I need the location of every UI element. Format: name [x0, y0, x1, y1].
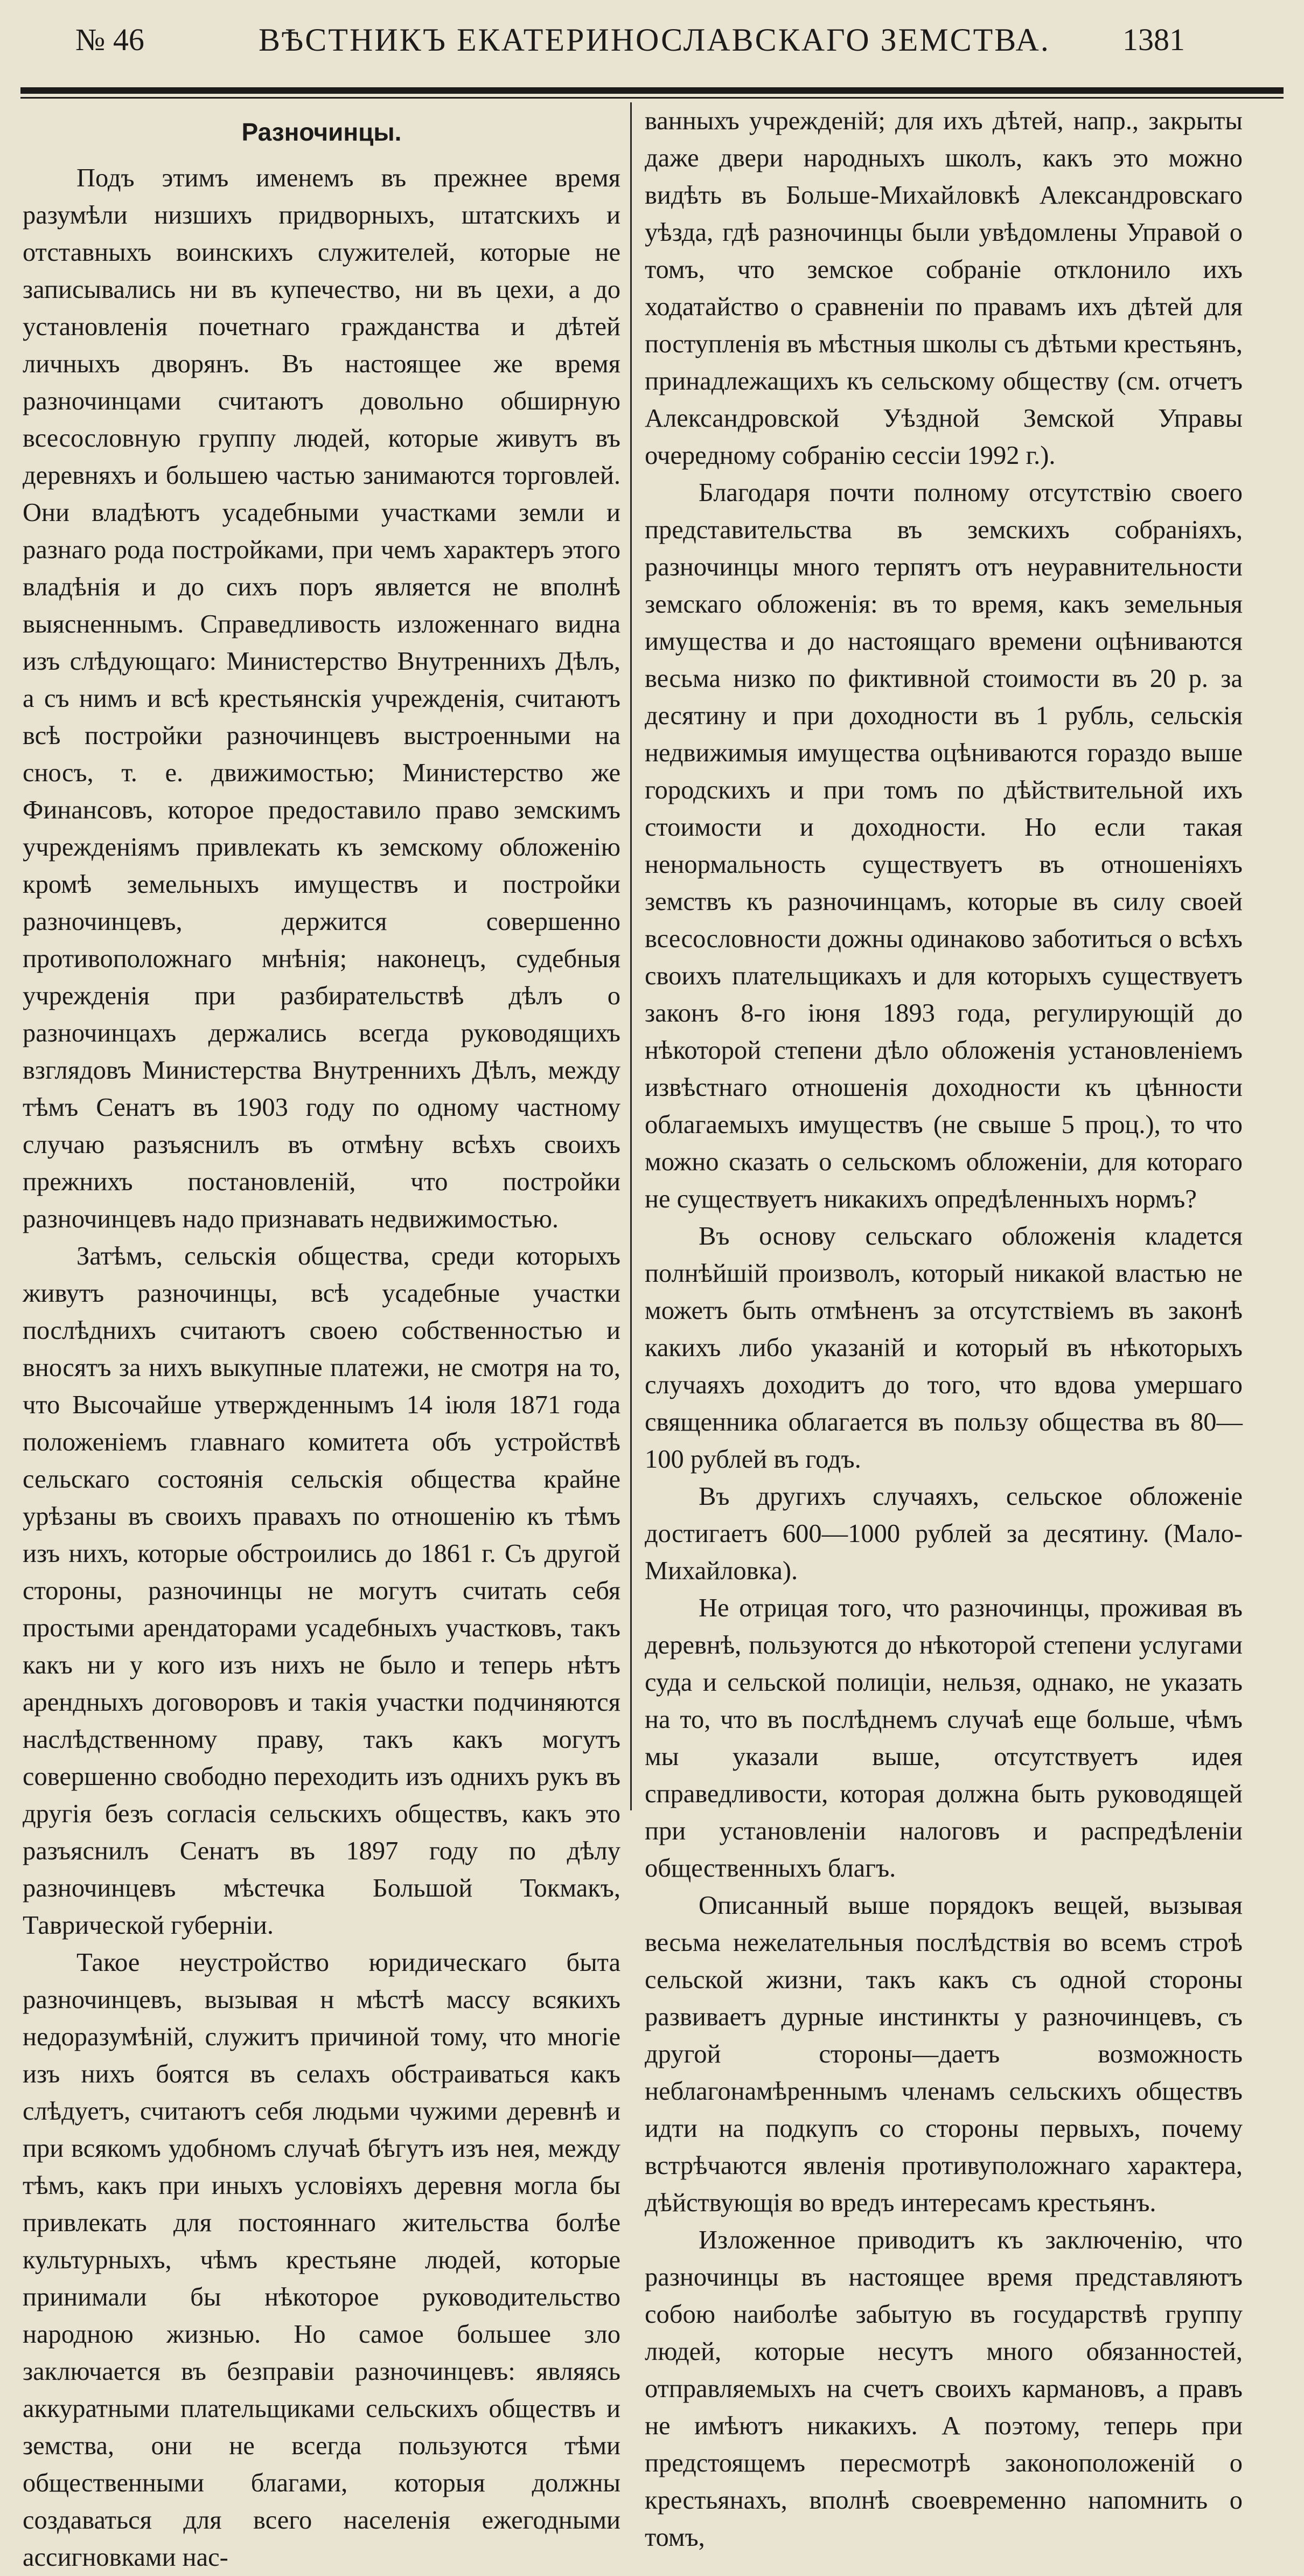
page-number: 1381 [1122, 22, 1185, 57]
header-rule-thick [20, 87, 1284, 94]
paragraph: Подъ этимъ именемъ въ прежнее время разумѣли низшихъ придворныхъ, штатскихъ и отставныхъ воинскихъ служителей, которые не записывались ни въ купечество, ни въ цехи, а до установленія почетнаго гражданства и дѣтей личныхъ дворянъ. Въ настоящее же время разночинцами считаютъ довольно обширную всесословную группу людей, которые живутъ въ деревняхъ и большею частью занимаются торговлей. Они владѣютъ усадебными участками земли и разнаго рода постройками, при чемъ характеръ этого владѣнія и до сихъ поръ является не вполнѣ выясненнымъ. Справедливость изложеннаго видна изъ слѣдующаго: Министерство Внутреннихъ Дѣлъ, а съ нимъ и всѣ крестьянскія учрежденія, считаютъ всѣ постройки разночинцевъ выстроенными на сносъ, т. е. движимостью; Министерство же Финансовъ, которое предоставило право земскимъ учрежденіямъ привлекать къ земскому обложенію кромѣ земельныхъ имуществъ и постройки разночинцевъ, держится совершенно противоположнаго мнѣнія; наконецъ, судебныя учрежденія при разбирательствѣ дѣлъ о разночинцахъ держались всегда руководящихъ взглядовъ Министерства Внутреннихъ Дѣлъ, между тѣмъ Сенатъ въ 1903 году по одному частному случаю разъяснилъ въ отмѣну всѣхъ своихъ прежнихъ постановленій, что постройки разночинцевъ надо признавать недвижимостью. [23, 164, 620, 1233]
issue-number: № 46 [75, 22, 144, 57]
right-column [645, 102, 1243, 2552]
journal-title: ВѢСТНИКЪ ЕКАТЕРИНОСЛАВСКАГО ЗЕМСТВА. [259, 22, 1050, 58]
column-divider [630, 102, 632, 1810]
paragraph: Такое неустройство юридическаго быта разночинцевъ, вызывая н мѣстѣ массу всякихъ недоразумѣній, служитъ причиной тому, что многіе изъ нихъ боятся въ селахъ обстраиваться какъ слѣдуетъ, считаютъ себя людьми чужими деревнѣ и при всякомъ удобномъ случаѣ бѣгутъ изъ нея, между тѣмъ, какъ при иныхъ условіяхъ деревня могла бы привлекать для постояннаго жительства болѣе культурныхъ, чѣмъ крестьяне людей, которые принимали бы нѣкоторое руководительство народною жизнью. Но самое большее зло заключается въ безправіи разночинцевъ: являясь аккуратными плательщиками сельскихъ обществъ и земства, они не всегда пользуются тѣми общественными благами, которыя должны создаваться для всего населенія ежегодными ассигновками нас- [23, 1948, 620, 2572]
paragraph: Въ другихъ случаяхъ, сельское обложеніе достигаетъ 600—1000 рублей за десятину. (Мало-Михайловка). [645, 1482, 1243, 1585]
paragraph: Въ основу сельскаго обложенія кладется полнѣйшій произволъ, который никакой властью не можетъ быть отмѣненъ за отсутствіемъ въ законѣ какихъ либо указаній и который въ нѣкоторыхъ случаяхъ доходитъ до того, что вдова умершаго священника облагается въ пользу общества въ 80—100 рублей въ годъ. [645, 1222, 1243, 1474]
article-title: Разночинцы. [241, 118, 402, 146]
running-header [75, 22, 1185, 70]
paragraph-continued: ванныхъ учрежденій; для ихъ дѣтей, напр., закрыты даже двери народныхъ школъ, какъ это можно видѣть въ Больше-Михайловкѣ Александровскаго уѣзда, гдѣ разночинцы были увѣдомлены Управой о томъ, что земское собраніе отклонило ихъ ходатайство о сравненіи по правамъ ихъ дѣтей для поступленія въ мѣстныя школы съ дѣтьми крестьянъ, принадлежащихъ къ сельскому обществу (см. отчетъ Александровской Уѣздной Земской Управы очередному собранію сессіи 1992 г.). [645, 107, 1243, 470]
paragraph: Затѣмъ, сельскія общества, среди которыхъ живутъ разночинцы, всѣ усадебные участки послѣднихъ считаютъ своею собственностью и вносятъ за нихъ выкупные платежи, не смотря на то, что Высочайше утвержденнымъ 14 іюля 1871 года положеніемъ главнаго комитета объ устройствѣ сельскаго состоянія сельскія общества крайне урѣзаны въ своихъ правахъ по отношенію къ тѣмъ изъ нихъ, которые обстроились до 1861 г. Съ другой стороны, разночинцы не могутъ считать себя простыми арендаторами усадебныхъ участковъ, такъ какъ ни у кого изъ нихъ не было и теперь нѣтъ арендныхъ договоровъ и такія участки подчиняются наслѣдственному праву, такъ какъ могутъ совершенно свободно переходить изъ однихъ рукъ въ другія безъ согласія сельскихъ обществъ, какъ это разъяснилъ Сенатъ въ 1897 году по дѣлу разночинцевъ мѣстечка Большой Токмакъ, Таврической губерніи. [23, 1242, 620, 1940]
paragraph: Изложенное приводитъ къ заключенію, что разночинцы въ настоящее время представляютъ собою наиболѣе забытую въ государствѣ группу людей, которые несутъ много обязанностей, отправляемыхъ на счетъ своихъ кармановъ, а правъ не имѣютъ никакихъ. А поэтому, теперь при предстоящемъ пересмотрѣ законоположеній о крестьянахъ, вполнѣ своевременно напомнить о томъ, [645, 2226, 1243, 2552]
left-column [23, 102, 620, 2572]
paragraph: Благодаря почти полному отсутствію своего представительства въ земскихъ собраніяхъ, разночинцы много терпятъ отъ неуравнительности земскаго обложенія: въ то время, какъ земельныя имущества и до настоящаго времени оцѣниваются весьма низко по фиктивной стоимости въ 20 р. за десятину и при доходности въ 1 рубль, сельскія недвижимыя имущества оцѣниваются гораздо выше городскихъ и при томъ по дѣйствительной ихъ стоимости и доходности. Но если такая ненормальность существуетъ въ отношеніяхъ земствъ къ разночинцамъ, которые въ силу своей всесословности дожны одинаково заботиться о всѣхъ своихъ плательщикахъ и для которыхъ существуетъ законъ 8-го іюня 1893 года, регулирующій до нѣкоторой степени дѣло обложенія установленіемъ извѣстнаго отношенія доходности къ цѣнности облагаемыхъ имуществъ (не свыше 5 проц.), то что можно сказать о сельскомъ обложеніи, для котораго не существуетъ никакихъ опредѣленныхъ нормъ? [645, 478, 1243, 1213]
paragraph: Описанный выше порядокъ вещей, вызывая весьма нежелательныя послѣдствія во всемъ строѣ сельской жизни, такъ какъ съ одной стороны развиваетъ дурные инстинкты у разночинцевъ, съ другой стороны—даетъ возможность неблагонамѣреннымъ членамъ сельскихъ обществъ идти на подкупъ со стороны первыхъ, почему встрѣчаются явленія противуположнаго характера, дѣйствующія во вредъ интересамъ крестьянъ. [645, 1891, 1243, 2217]
header-rule-thin [20, 97, 1284, 99]
paragraph: Не отрицая того, что разночинцы, проживая въ деревнѣ, пользуются до нѣкоторой степени услугами суда и сельской полиціи, нельзя, однако, не указать на то, что въ послѣднемъ случаѣ еще больше, чѣмъ мы указали выше, отсутствуетъ идея справедливости, которая должна быть руководящей при установленіи налоговъ и распредѣленіи общественныхъ благъ. [645, 1594, 1243, 1883]
